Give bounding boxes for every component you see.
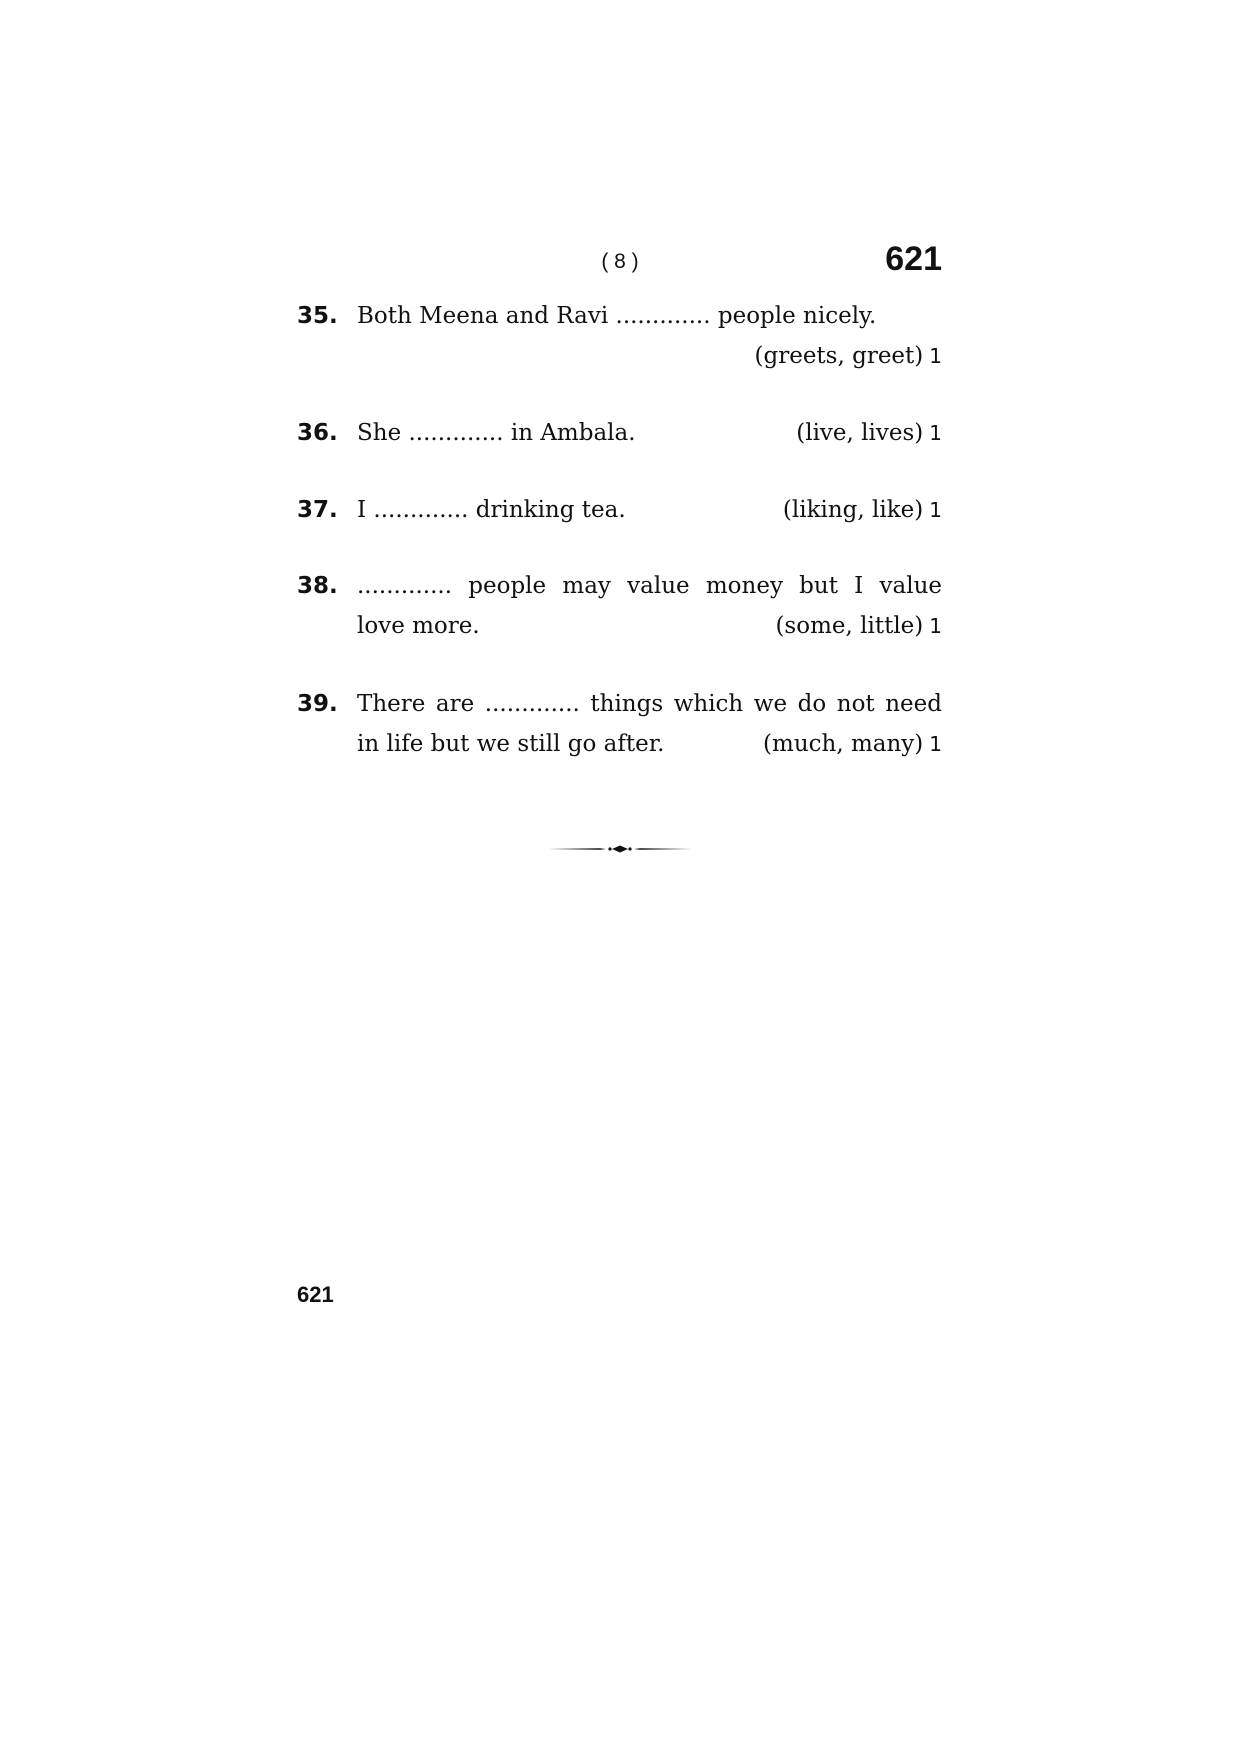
question-options-row	[763, 724, 942, 764]
question-36	[297, 413, 942, 453]
question-options-row	[775, 606, 942, 646]
question-text: There are ............. things which we do not need	[357, 691, 942, 717]
question-marks: 1	[929, 344, 942, 368]
question-number: 36.	[297, 420, 338, 446]
paper-code-header: 621	[885, 240, 942, 278]
question-text-continued: in life but we still go after.	[357, 731, 665, 757]
question-39	[297, 684, 942, 768]
question-row	[357, 724, 942, 764]
question-text: She ............. in Ambala.	[357, 420, 636, 446]
question-marks: 1	[929, 498, 942, 522]
question-row	[357, 413, 942, 453]
question-row	[357, 606, 942, 646]
question-38	[297, 566, 942, 650]
question-text: ............. people may value money but I value	[357, 573, 942, 599]
question-number: 39.	[297, 691, 338, 717]
question-options: (some, little)	[775, 613, 924, 639]
question-options-row	[796, 413, 942, 453]
question-options: (live, lives)	[796, 420, 924, 446]
end-ornament-icon	[548, 842, 692, 856]
question-options-row	[357, 336, 942, 376]
question-35	[297, 296, 942, 380]
paper-code-footer: 621	[297, 1282, 334, 1307]
question-text-continued: love more.	[357, 613, 480, 639]
question-marks: 1	[929, 421, 942, 445]
question-options: (much, many)	[763, 731, 924, 757]
question-number: 37.	[297, 497, 338, 523]
question-options: (greets, greet)	[754, 343, 924, 369]
question-text: I ............. drinking tea.	[357, 497, 626, 523]
question-options: (liking, like)	[782, 497, 924, 523]
question-marks: 1	[929, 732, 942, 756]
question-number: 35.	[297, 303, 338, 329]
page-number: ( 8 )	[601, 250, 639, 273]
question-text: Both Meena and Ravi ............. people nicely.	[357, 303, 877, 329]
question-marks: 1	[929, 614, 942, 638]
question-number: 38.	[297, 573, 338, 599]
question-37	[297, 490, 942, 530]
question-row	[357, 490, 942, 530]
question-options-row	[783, 490, 942, 530]
